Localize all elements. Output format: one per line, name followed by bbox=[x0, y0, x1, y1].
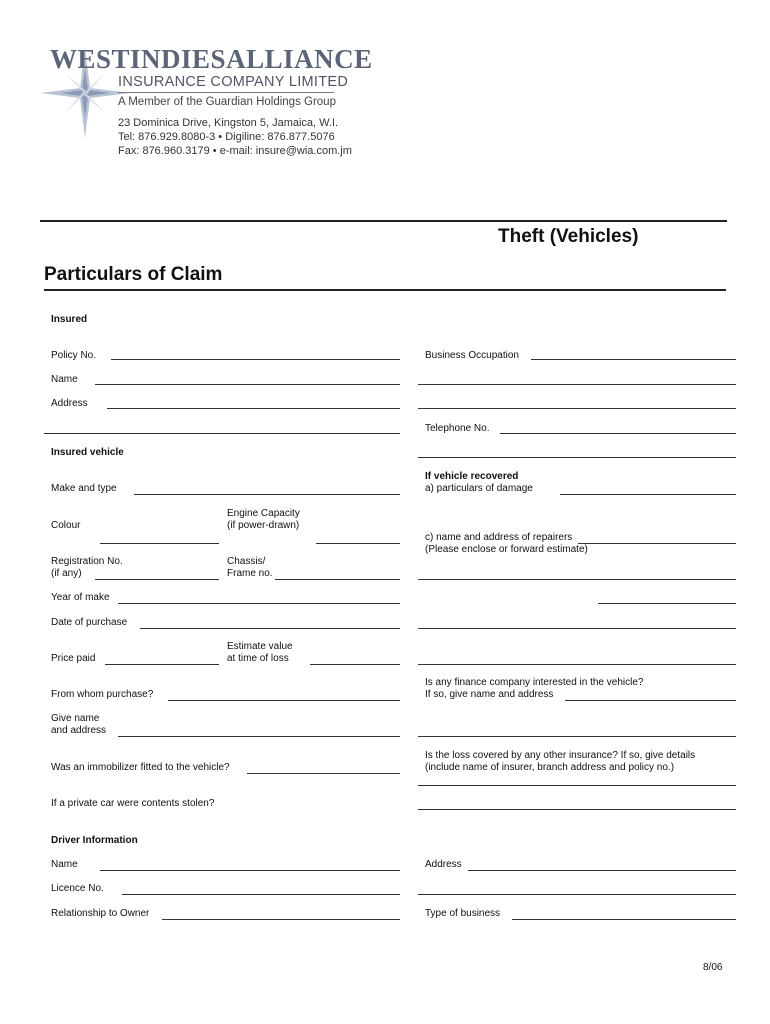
chassis-label-1: Chassis/ bbox=[227, 556, 266, 567]
chassis-label-2: Frame no. bbox=[227, 568, 273, 579]
driver-address-label: Address bbox=[425, 859, 462, 870]
driver-name-field[interactable] bbox=[100, 870, 400, 871]
engine-capacity-label-2: (if power-drawn) bbox=[227, 520, 300, 531]
registration-field[interactable] bbox=[95, 579, 219, 580]
from-whom-field[interactable] bbox=[168, 700, 400, 701]
section-title: Particulars of Claim bbox=[44, 264, 223, 285]
chassis-field[interactable] bbox=[275, 579, 400, 580]
colour-label: Colour bbox=[51, 520, 81, 531]
colour-field[interactable] bbox=[100, 543, 219, 544]
licence-no-label: Licence No. bbox=[51, 883, 104, 894]
driver-address-field[interactable] bbox=[468, 870, 736, 871]
insured-name-label: Name bbox=[51, 374, 78, 385]
repairers-field-2[interactable] bbox=[418, 579, 736, 580]
registration-label-2: (if any) bbox=[51, 568, 82, 579]
repairers-field-3[interactable] bbox=[598, 603, 736, 604]
right-blank-field-1[interactable] bbox=[418, 408, 736, 409]
company-fax-email: Fax: 876.960.3179 • e-mail: insure@wia.com.jm bbox=[118, 145, 352, 157]
type-of-business-field[interactable] bbox=[512, 919, 736, 920]
private-car-label: If a private car were contents stolen? bbox=[51, 798, 215, 809]
engine-capacity-field[interactable] bbox=[316, 543, 400, 544]
member-line: A Member of the Guardian Holdings Group bbox=[118, 96, 336, 108]
policy-no-field[interactable] bbox=[111, 359, 400, 360]
finance-field-2[interactable] bbox=[418, 736, 736, 737]
business-occupation-field[interactable] bbox=[531, 359, 736, 360]
other-insurance-field[interactable] bbox=[418, 785, 736, 786]
estimate-value-field[interactable] bbox=[310, 664, 400, 665]
right-blank-field-4[interactable] bbox=[418, 664, 736, 665]
finance-field[interactable] bbox=[565, 700, 736, 701]
company-telephone: Tel: 876.929.8080-3 • Digiline: 876.877.5076 bbox=[118, 131, 335, 143]
insured-name-field[interactable] bbox=[95, 384, 400, 385]
year-of-make-label: Year of make bbox=[51, 592, 110, 603]
make-type-field[interactable] bbox=[134, 494, 400, 495]
registration-label-1: Registration No. bbox=[51, 556, 123, 567]
give-name-field[interactable] bbox=[118, 736, 400, 737]
right-blank-field-3[interactable] bbox=[418, 628, 736, 629]
page-number: 8/06 bbox=[703, 962, 723, 973]
price-paid-label: Price paid bbox=[51, 653, 96, 664]
title-rule bbox=[40, 220, 727, 222]
other-insurance-2: (include name of insurer, branch address and policy no.) bbox=[425, 762, 675, 773]
driver-address-field-2[interactable] bbox=[418, 894, 736, 895]
finance-question-2: If so, give name and address bbox=[425, 689, 554, 700]
from-whom-label: From whom purchase? bbox=[51, 689, 154, 700]
insured-address-field[interactable] bbox=[107, 408, 400, 409]
policy-no-label: Policy No. bbox=[51, 350, 97, 361]
give-name-label-1: Give name bbox=[51, 713, 100, 724]
form-title: Theft (Vehicles) bbox=[498, 226, 639, 247]
driver-heading: Driver Information bbox=[51, 835, 138, 846]
repairers-field[interactable] bbox=[578, 543, 736, 544]
business-occupation-field-2[interactable] bbox=[418, 384, 736, 385]
insured-address-label: Address bbox=[51, 398, 88, 409]
insured-heading: Insured bbox=[51, 314, 88, 325]
make-type-label: Make and type bbox=[51, 483, 117, 494]
estimate-value-label-1: Estimate value bbox=[227, 641, 293, 652]
repairers-label: c) name and address of repairers bbox=[425, 532, 573, 543]
year-of-make-field[interactable] bbox=[118, 603, 400, 604]
licence-no-field[interactable] bbox=[122, 894, 400, 895]
right-blank-field-2[interactable] bbox=[418, 457, 736, 458]
give-name-label-2: and address bbox=[51, 725, 107, 736]
recovered-heading: If vehicle recovered bbox=[425, 471, 519, 482]
immobilizer-field[interactable] bbox=[247, 773, 400, 774]
immobilizer-label: Was an immobilizer fitted to the vehicle? bbox=[51, 762, 230, 773]
company-address: 23 Dominica Drive, Kingston 5, Jamaica, W.I. bbox=[118, 117, 339, 129]
vehicle-heading: Insured vehicle bbox=[51, 447, 124, 458]
estimate-value-label-2: at time of loss bbox=[227, 653, 289, 664]
damage-label: a) particulars of damage bbox=[425, 483, 533, 494]
brand-divider bbox=[118, 92, 334, 93]
relationship-label: Relationship to Owner bbox=[51, 908, 150, 919]
driver-name-label: Name bbox=[51, 859, 78, 870]
relationship-field[interactable] bbox=[162, 919, 400, 920]
type-of-business-label: Type of business bbox=[425, 908, 501, 919]
insured-address-field-2[interactable] bbox=[44, 433, 400, 434]
telephone-field[interactable] bbox=[500, 433, 736, 434]
section-rule bbox=[44, 289, 726, 291]
telephone-label: Telephone No. bbox=[425, 423, 490, 434]
business-occupation-label: Business Occupation bbox=[425, 350, 519, 361]
estimate-note: (Please enclose or forward estimate) bbox=[425, 544, 588, 555]
date-of-purchase-field[interactable] bbox=[140, 628, 400, 629]
company-logo-text: WESTINDIESALLIANCE bbox=[50, 44, 373, 74]
other-insurance-1: Is the loss covered by any other insurance? If so, give details bbox=[425, 750, 696, 761]
damage-field[interactable] bbox=[560, 494, 736, 495]
date-of-purchase-label: Date of purchase bbox=[51, 617, 128, 628]
engine-capacity-label-1: Engine Capacity bbox=[227, 508, 300, 519]
finance-question-1: Is any finance company interested in the vehicle? bbox=[425, 677, 644, 688]
price-paid-field[interactable] bbox=[105, 664, 219, 665]
company-subtitle: INSURANCE COMPANY LIMITED bbox=[118, 74, 349, 90]
other-insurance-field-2[interactable] bbox=[418, 809, 736, 810]
